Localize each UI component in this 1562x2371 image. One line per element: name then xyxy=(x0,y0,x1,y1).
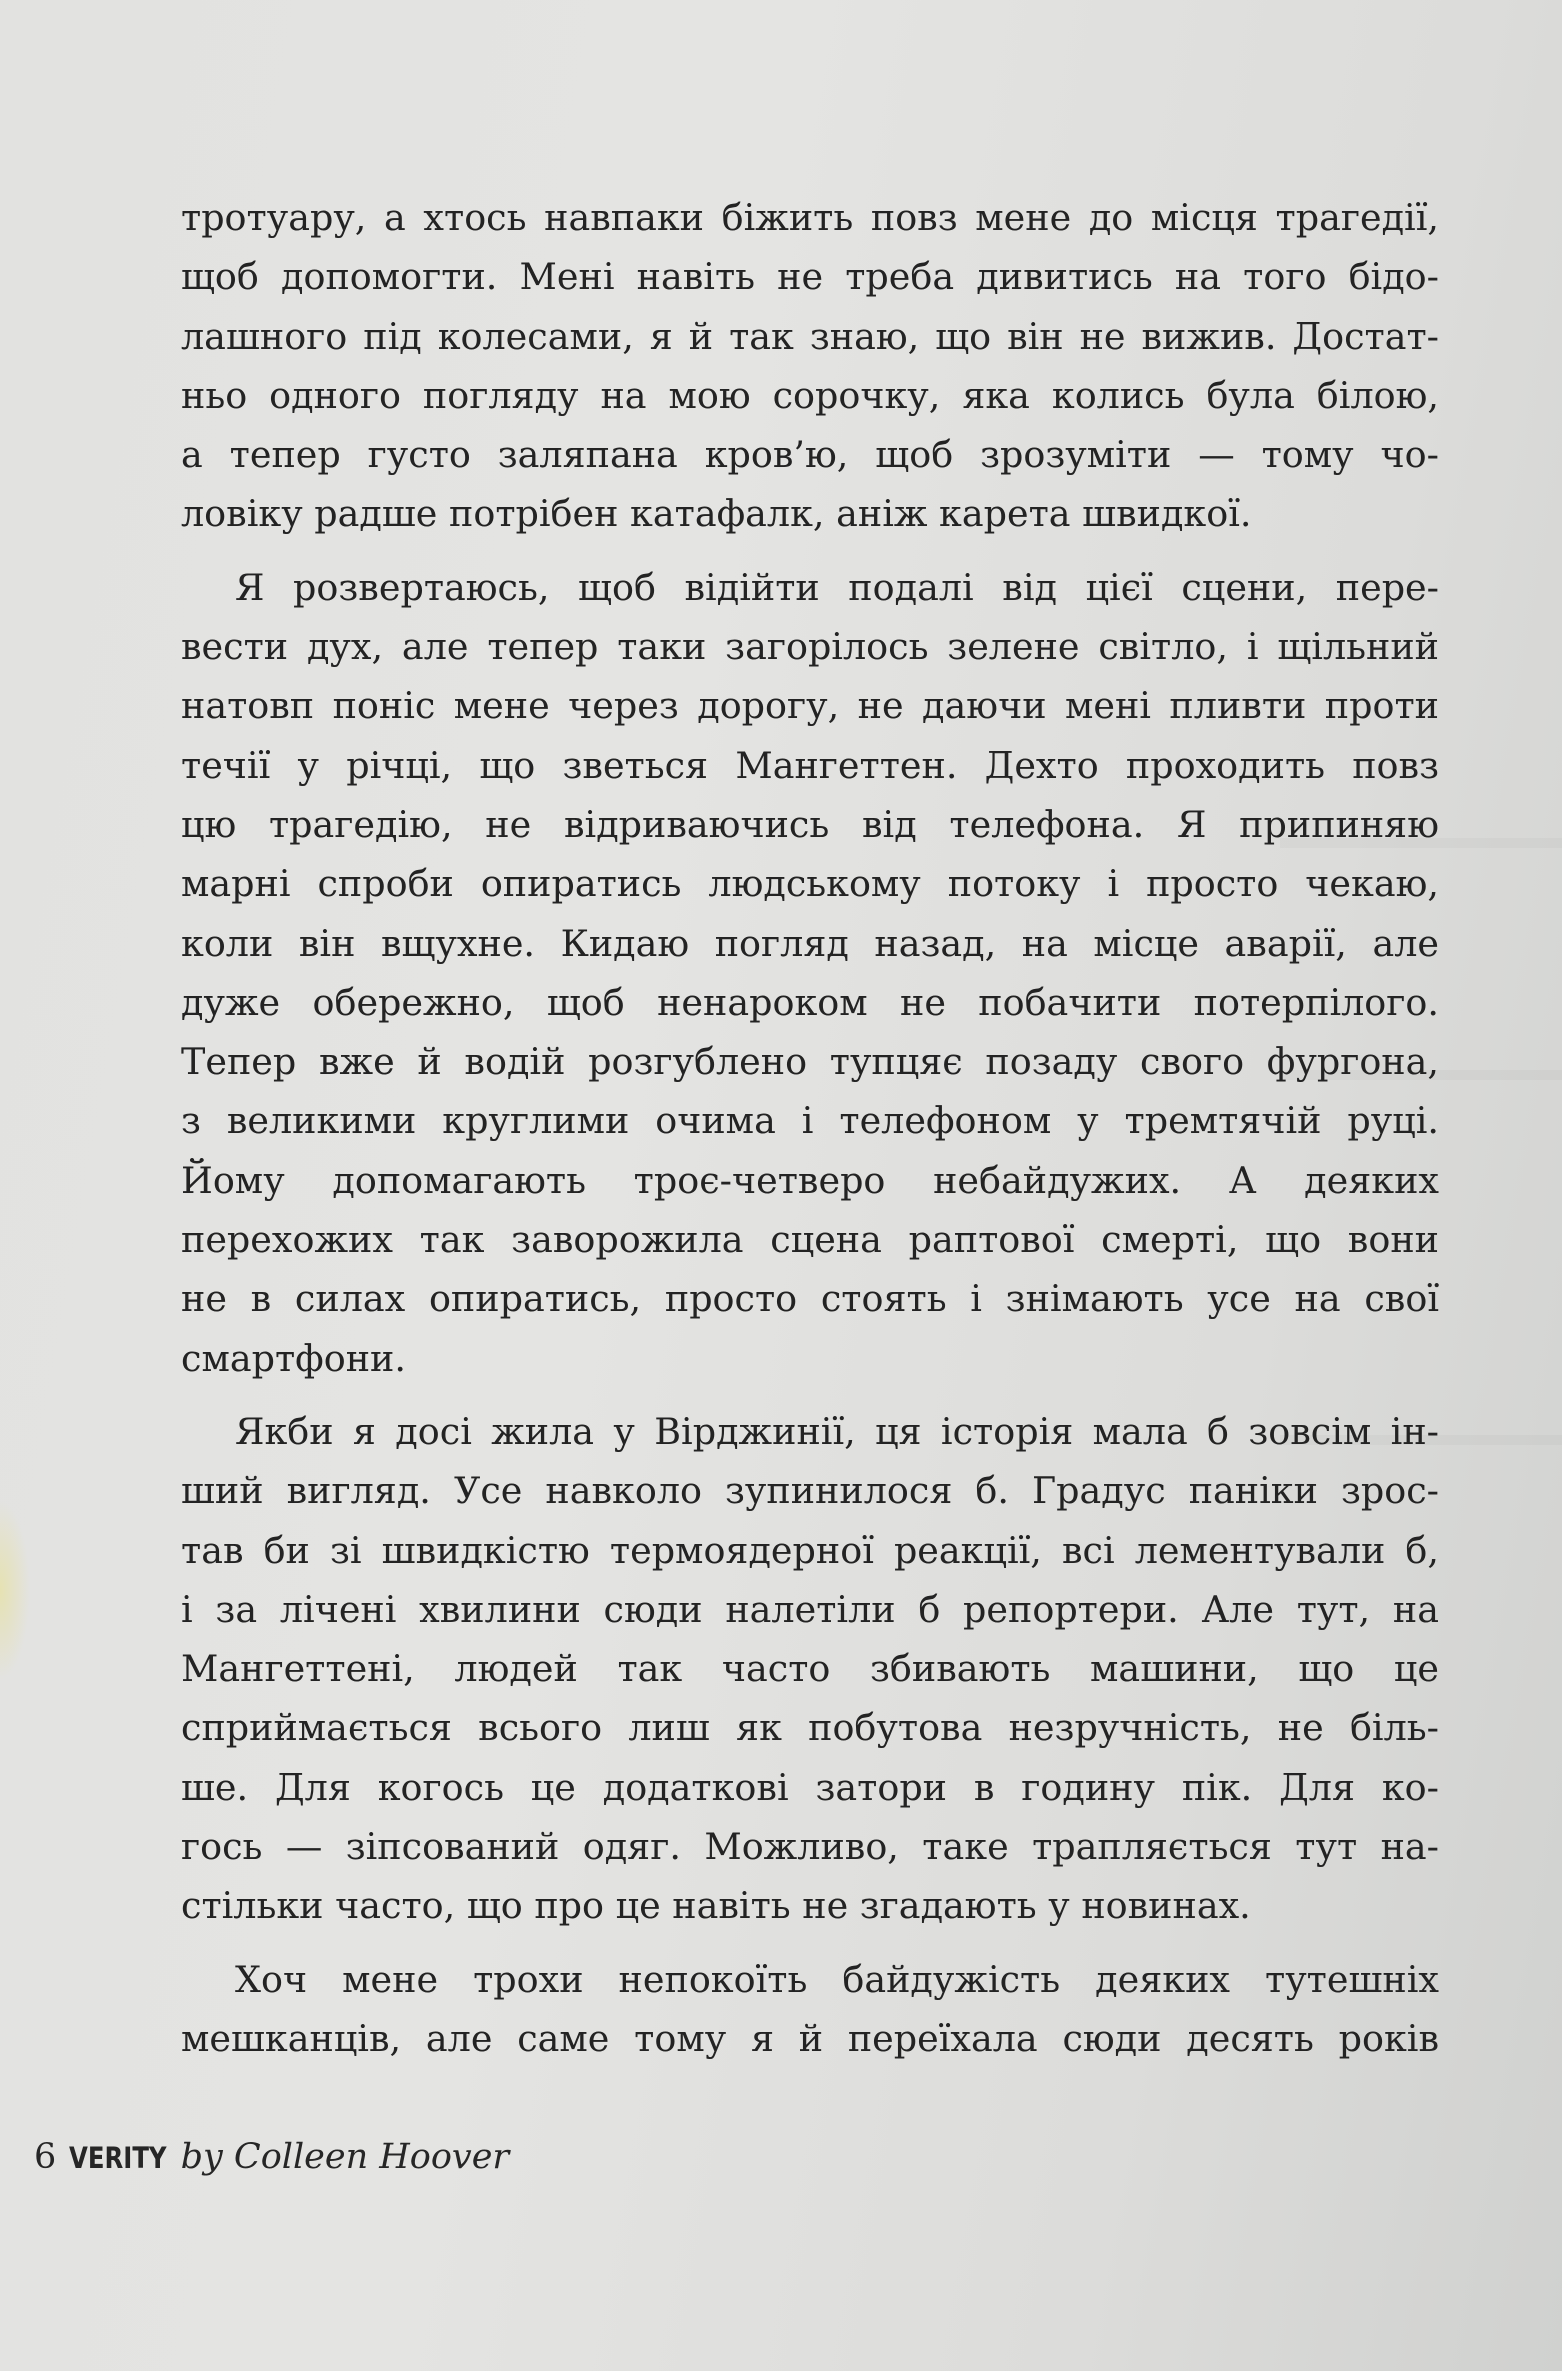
book-title: VERITY xyxy=(69,2141,167,2175)
paragraph-2 xyxy=(181,558,1439,1388)
page-number: 6 xyxy=(34,2137,57,2177)
text-line: мешканців, але саме тому я й переїхала сюди десять років xyxy=(181,2016,1439,2060)
text-line: дуже обережно, щоб ненароком не побачити потерпілого. xyxy=(181,980,1439,1024)
text-line: ловіку радше потрібен катафалк, аніж карета швидкої. xyxy=(181,492,1252,536)
text-line: ньо одного погляду на мою сорочку, яка колись була білою, xyxy=(181,373,1439,417)
text-line: коли він вщухне. Кидаю погляд назад, на місце аварії, але xyxy=(181,921,1439,965)
text-line: марні спроби опиратись людському потоку і просто чекаю, xyxy=(181,862,1439,906)
text-line: і за лічені хвилини сюди налетіли б репортери. Але тут, на xyxy=(181,1587,1439,1631)
author-byline: by Colleen Hoover xyxy=(180,2137,510,2177)
paragraph-3 xyxy=(181,1402,1439,1936)
text-line: щоб допомогти. Мені навіть не треба дивитись на того бідо- xyxy=(181,255,1439,299)
paragraph-1 xyxy=(181,188,1439,544)
text-line: Хоч мене трохи непокоїть байдужість деяких тутешніх xyxy=(235,1957,1439,2001)
text-line: ше. Для когось це додаткові затори в годину пік. Для ко- xyxy=(181,1765,1439,1809)
text-line: Тепер вже й водій розгублено тупцяє позаду свого фургона, xyxy=(181,1040,1439,1084)
text-line: цю трагедію, не відриваючись від телефона. Я припиняю xyxy=(181,802,1439,846)
paragraph-4 xyxy=(181,1950,1439,2069)
text-line: натовп поніс мене через дорогу, не даючи мені пливти проти xyxy=(181,684,1439,728)
text-line: Мангеттені, людей так часто збивають машини, що це xyxy=(181,1647,1439,1691)
text-line: Якби я досі жила у Вірджинії, ця історія мала б зовсім ін- xyxy=(235,1409,1439,1453)
text-line: течії у річці, що зветься Мангеттен. Дехто проходить повз xyxy=(181,743,1439,787)
text-line: з великими круглими очима і телефоном у тремтячій руці. xyxy=(181,1099,1439,1143)
text-line: сприймається всього лиш як побутова незручність, не біль- xyxy=(181,1706,1439,1750)
text-line: тротуару, а хтось навпаки біжить повз мене до місця трагедії, xyxy=(181,196,1439,239)
text-line: смартфони. xyxy=(181,1336,406,1380)
text-line: лашного під колесами, я й так знаю, що він не вижив. Достат- xyxy=(181,314,1439,358)
text-line: ший вигляд. Усе навколо зупинилося б. Градус паніки зрос- xyxy=(181,1469,1439,1513)
text-line: тав би зі швидкістю термоядерної реакції, всі лементували б, xyxy=(181,1528,1439,1572)
page-edge-light xyxy=(0,1500,30,1680)
text-line: перехожих так заворожила сцена раптової смерті, що вони xyxy=(181,1218,1439,1262)
text-line: не в силах опиратись, просто стоять і знімають усе на свої xyxy=(181,1277,1439,1321)
page-footer xyxy=(34,2127,509,2187)
text-line: гось — зіпсований одяг. Можливо, таке трапляється тут на- xyxy=(181,1825,1439,1869)
text-line: Я розвертаюсь, щоб відійти подалі від цієї сцени, пере- xyxy=(235,565,1439,609)
text-line: вести дух, але тепер таки загорілось зелене світло, і щільний xyxy=(181,625,1439,669)
text-line: Йому допомагають троє-четверо небайдужих. А деяких xyxy=(181,1158,1439,1202)
text-line: стільки часто, що про це навіть не згадають у новинах. xyxy=(181,1884,1251,1928)
body-text xyxy=(181,188,1439,2068)
text-line: а тепер густо заляпана кров’ю, щоб зрозуміти — тому чо- xyxy=(181,433,1439,477)
